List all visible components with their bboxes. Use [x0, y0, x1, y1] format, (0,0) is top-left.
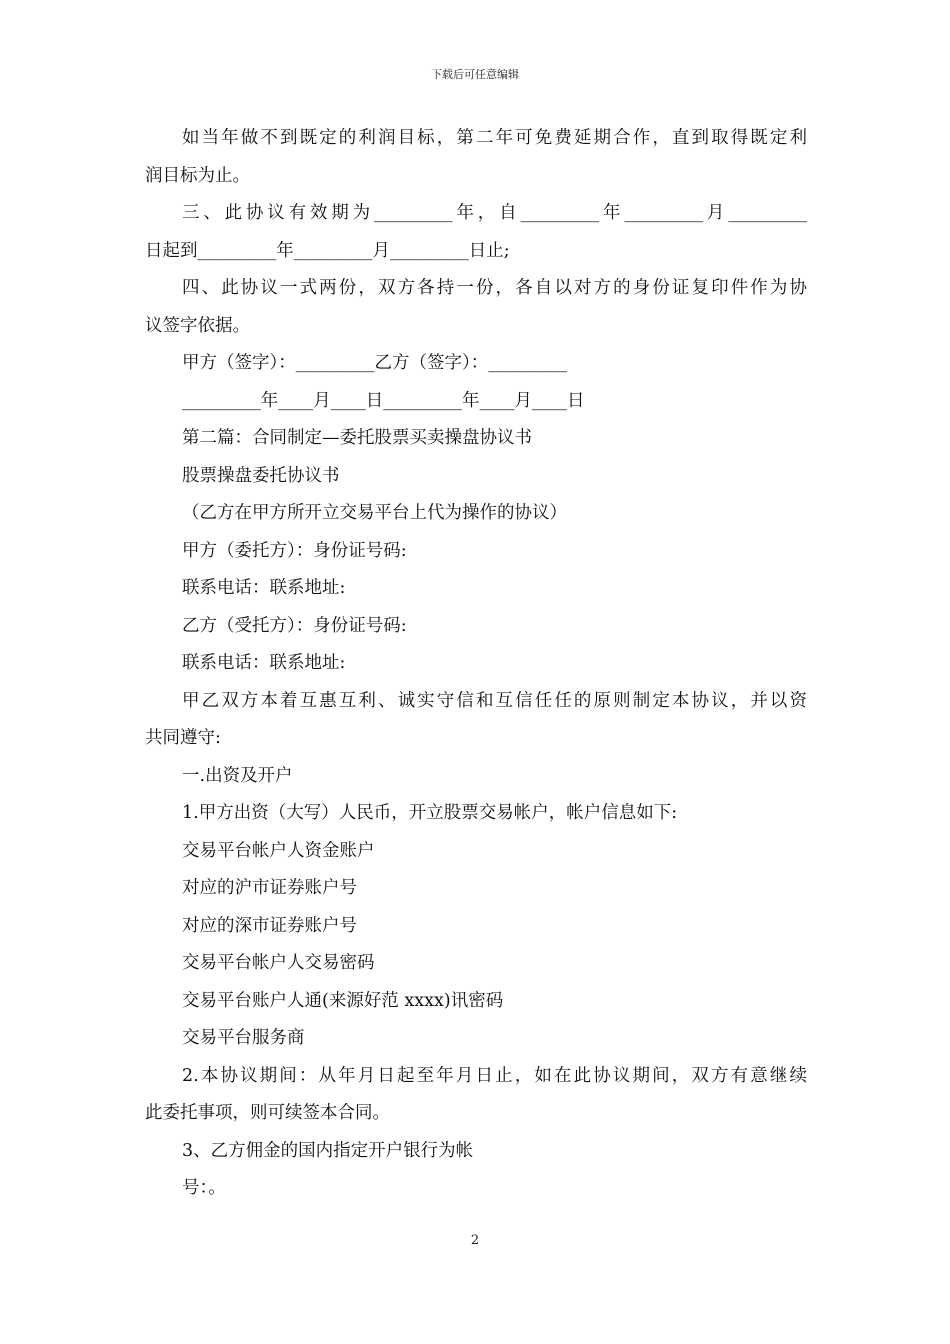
party-a-line: 甲方（委托方）：身份证号码: [182, 540, 407, 561]
paragraph-line: 日起到_________年_________月_________日止; [145, 240, 510, 261]
paragraph-line: 甲乙双方本着互惠互利、诚实守信和互信任任的原则制定本协议，并以资 [182, 690, 807, 711]
paragraph-line: 四、此协议一式两份，双方各持一份，各自以对方的身份证复印件作为协 [182, 278, 807, 298]
clause-heading: 一.出资及开户 [182, 765, 293, 786]
paragraph-line: 议签字依据。 [145, 315, 250, 336]
section-heading: 第二篇：合同制定—委托股票买卖操盘协议书 [182, 428, 532, 448]
paragraph-line: 三、此协议有效期为_________年，自_________年_________月_________ [182, 203, 807, 223]
paragraph-line: 共同遵守: [145, 728, 221, 748]
document-title: 股票操盘委托协议书 [182, 465, 340, 486]
account-field: 对应的深市证券账户号 [182, 915, 357, 936]
paragraph-line: 此委托事项，则可续签本合同。 [145, 1103, 390, 1123]
party-b-line: 乙方（受托方）：身份证号码: [182, 615, 407, 636]
party-b-contact: 联系电话：联系地址: [182, 653, 346, 673]
paragraph-line: 号：。 [182, 1178, 226, 1198]
account-field: 交易平台账户人通(来源好范 xxxx)讯密码 [182, 990, 504, 1011]
account-field: 交易平台帐户人交易密码 [182, 953, 375, 973]
document-subtitle: （乙方在甲方所开立交易平台上代为操作的协议） [182, 503, 567, 523]
clause-item: 3、乙方佣金的国内指定开户银行为帐 [182, 1140, 474, 1161]
clause-item: 2.本协议期间：从年月日起至年月日止，如在此协议期间，双方有意继续 [182, 1065, 807, 1086]
party-a-contact: 联系电话：联系地址: [182, 578, 346, 598]
page-number: 2 [470, 1233, 480, 1248]
account-field: 对应的沪市证券账户号 [182, 878, 357, 898]
document-body [145, 120, 807, 1208]
clause-item: 1.甲方出资（大写）人民币，开立股票交易帐户，帐户信息如下: [182, 803, 678, 823]
date-line: _________年____月____日_________年____月____日 [182, 390, 585, 411]
page-header: 下载后可任意编辑 [431, 68, 519, 81]
signature-line: 甲方（签字）：_________乙方（签字）：_________ [182, 353, 567, 373]
account-field: 交易平台服务商 [182, 1028, 305, 1048]
paragraph-line: 如当年做不到既定的利润目标，第二年可免费延期合作，直到取得既定利 [182, 128, 807, 148]
paragraph-line: 润目标为止。 [145, 165, 250, 186]
account-field: 交易平台帐户人资金账户 [182, 840, 375, 861]
